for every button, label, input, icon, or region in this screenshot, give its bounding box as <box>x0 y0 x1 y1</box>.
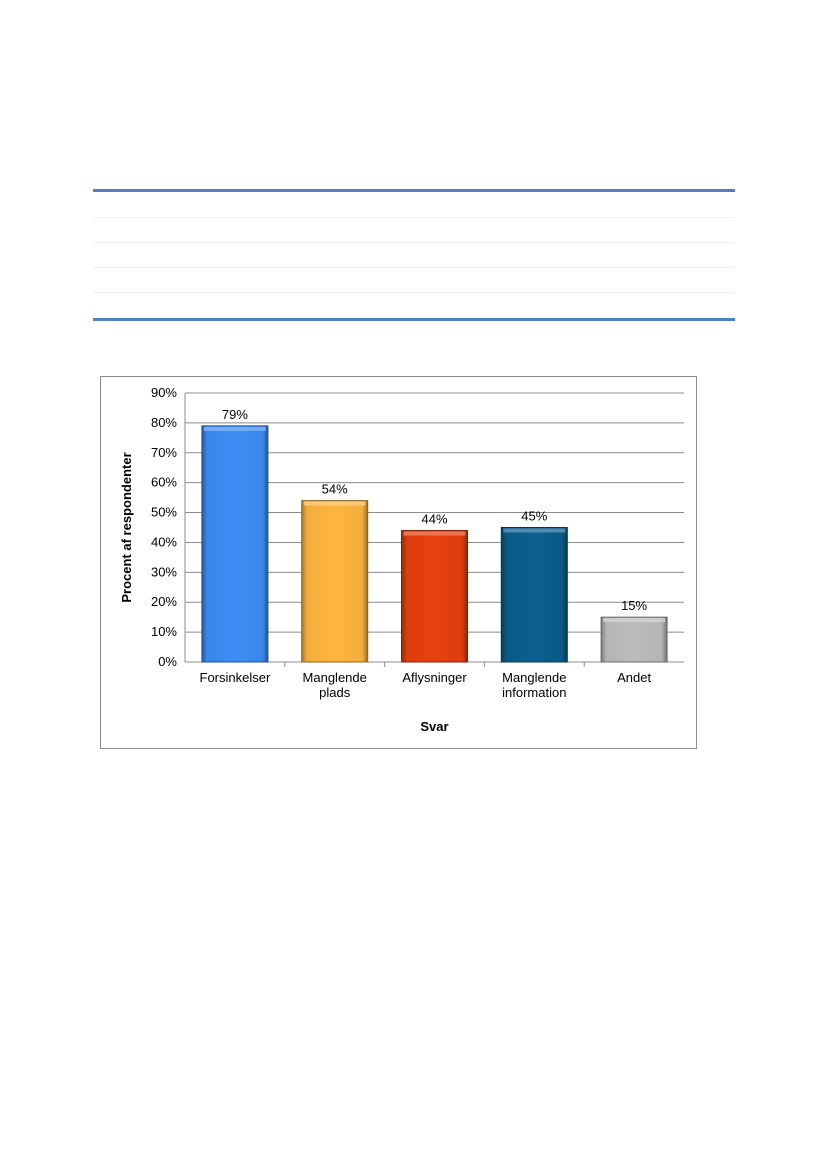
x-tick-label: Andet <box>617 670 652 685</box>
y-axis-title: Procent af respondenter <box>119 452 134 603</box>
data-label: 79% <box>221 406 248 422</box>
table-top-rule <box>93 189 735 192</box>
y-tick-label: 0% <box>158 654 177 669</box>
bar-highlight <box>503 529 565 533</box>
bar-highlight <box>304 502 366 506</box>
y-tick-label: 50% <box>150 504 177 520</box>
table-row-line <box>93 267 735 268</box>
x-tick-label: Aflysninger <box>402 670 467 685</box>
y-tick-label: 90% <box>150 385 177 400</box>
data-label: 44% <box>421 511 448 527</box>
bar <box>601 617 667 662</box>
y-tick-label: 70% <box>150 444 177 460</box>
bar-chart <box>101 377 696 748</box>
bar <box>302 501 368 662</box>
y-tick-label: 20% <box>150 594 177 610</box>
y-tick-label: 80% <box>150 414 177 430</box>
y-tick-label: 10% <box>150 624 177 640</box>
table-bottom-rule <box>93 318 735 321</box>
bar <box>501 528 567 663</box>
y-tick-label: 40% <box>150 534 177 550</box>
chart-frame <box>100 376 697 749</box>
table-row-line <box>93 242 735 243</box>
data-label: 54% <box>321 481 348 497</box>
table-row-line <box>93 217 735 218</box>
data-label: 45% <box>521 508 548 524</box>
bar-highlight <box>204 427 266 431</box>
y-tick-label: 60% <box>150 474 177 490</box>
table-row-line <box>93 292 735 293</box>
bar <box>202 426 268 662</box>
bar-highlight <box>404 531 466 535</box>
bar-highlight <box>603 618 665 622</box>
x-tick-label: Forsinkelser <box>199 670 271 685</box>
x-axis-title: Svar <box>420 719 449 734</box>
x-tick-label: Manglende plads <box>302 670 367 700</box>
x-tick-label: Manglende information <box>502 670 567 700</box>
data-label: 15% <box>621 598 648 614</box>
y-tick-label: 30% <box>150 564 177 580</box>
bar <box>402 530 468 662</box>
